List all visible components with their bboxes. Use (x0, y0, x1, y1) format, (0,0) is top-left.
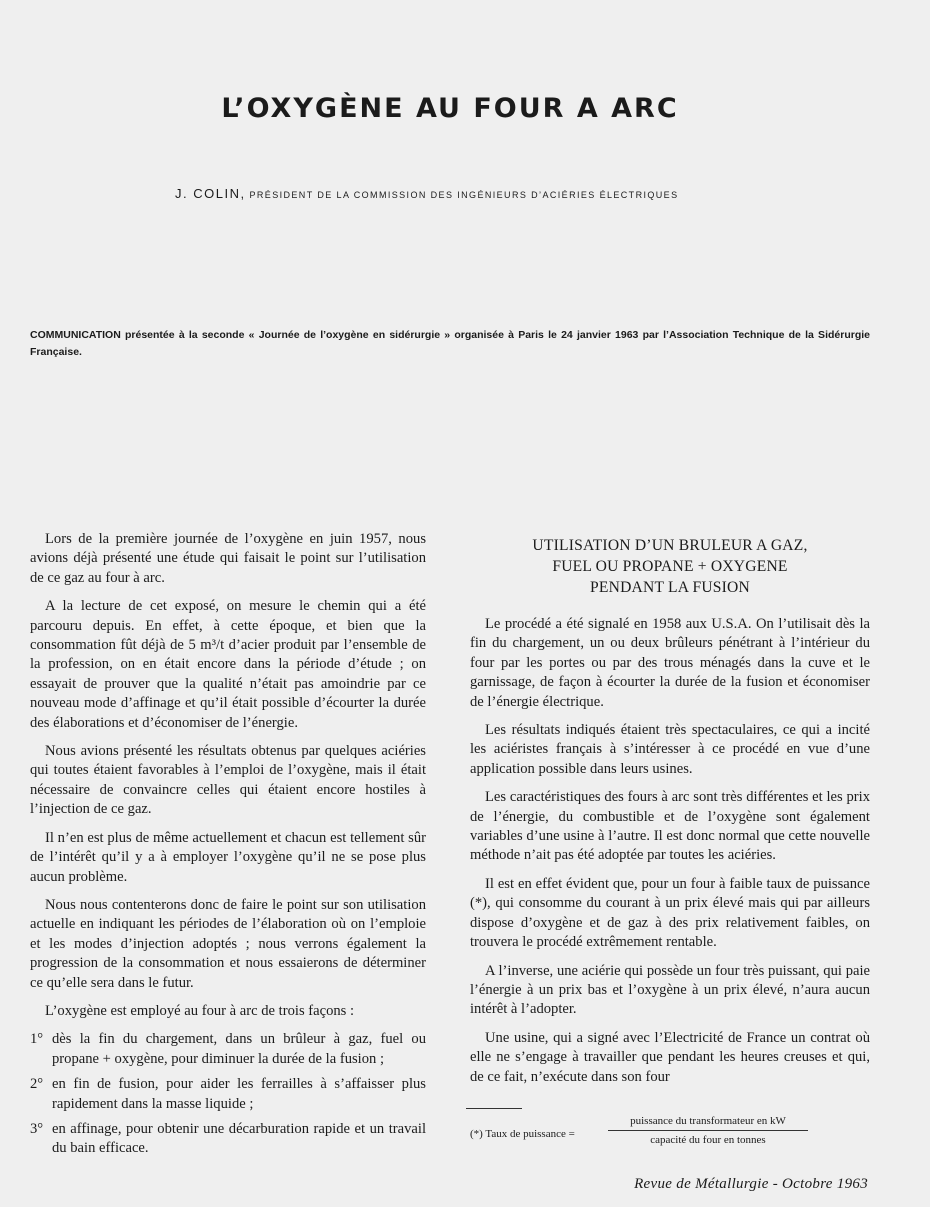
paragraph: Les caractéristiques des fours à arc sont très différentes et les prix de l’énergie, du combustible et de l’oxygène sont également variables d’une usine à l’autre. Il est donc normal que cette nouvelle méthode n’ait pas été adoptée par toutes les aciéries. (470, 789, 870, 864)
author-name: J. COLIN, (175, 186, 246, 201)
paragraph: Les résultats indiqués étaient très spectaculaires, ce qui a incité les aciéristes français à s’intéresser à ce procédé en vue d’une application possible dans leurs usines. (470, 722, 870, 777)
paragraph: A la lecture de cet exposé, on mesure le chemin qui a été parcouru depuis. En effet, à cette époque, et bien que la consommation fût déjà de 5 m³/t d’acier produit par l’ensemble de la profession, on en était encore dans la période d’étude ; on essayait de prouver que la qualité n’était pas amoindrie par ce nouveau mode d’affinage et qu’il était possible d’écourter la durée des élaborations et d’économiser de l’énergie. (30, 598, 426, 731)
list-item (30, 1030, 426, 1069)
author-role: PRÉSIDENT DE LA COMMISSION DES INGÉNIEURS D’ACIÉRIES ÉLECTRIQUES (249, 190, 679, 200)
heading-line: FUEL OU PROPANE + OXYGENE (552, 558, 788, 575)
list-number: 2° (30, 1076, 44, 1093)
article-title: L’OXYGÈNE AU FOUR A ARC (221, 93, 679, 124)
section-heading (470, 535, 870, 598)
paragraph: A l’inverse, une aciérie qui possède un four très puissant, qui paie l’énergie à un prix bas et l’oxygène à un prix élevé, n’aura aucun intérêt à l’adopter. (470, 962, 870, 1018)
footnote-label: (*) Taux de puissance = (470, 1128, 575, 1140)
paragraph: Le procédé a été signalé en 1958 aux U.S.A. On l’utilisait dès la fin du chargement, un ou deux brûleurs pénétrant à l’intérieur du four par les portes ou par des trous ménagés dans la cuve et le garnissage, de façon à écourter la durée de la fusion et économiser de l’énergie électrique. (470, 616, 870, 710)
paragraph: Il est en effet évident que, pour un four à faible taux de puissance (*), qui consomme du courant à un prix élevé mais qui par ailleurs dispose d’oxygène et de gaz à des prix relativement faibles, on trouvera le procédé extrêmement rentable. (470, 875, 870, 951)
footnote-fraction (608, 1115, 808, 1146)
paragraph: Lors de la première journée de l’oxygène en juin 1957, nous avions déjà présenté une étude qui faisait le point sur l’utilisation de ce gaz au four à arc. (30, 531, 426, 586)
paragraph: Une usine, qui a signé avec l’Electricité de France un contrat où elle ne s’engage à travailler que pendant les heures creuses et qui, de ce fait, n’exécute dans son four (470, 1029, 870, 1085)
journal-footer: Revue de Métallurgie - Octobre 1963 (634, 1176, 868, 1192)
list-number: 3° (30, 1120, 44, 1137)
list-text: en affinage, pour obtenir une décarburation rapide et un travail du bain efficace. (52, 1120, 426, 1157)
footnote (470, 1115, 870, 1157)
footnote-divider (466, 1108, 522, 1109)
list-text: dès la fin du chargement, dans un brûleur à gaz, fuel ou propane + oxygène, pour diminuer la durée de la fusion ; (52, 1031, 426, 1067)
list-text: en fin de fusion, pour aider les ferrailles à s’affaisser plus rapidement dans la masse liquide ; (52, 1076, 426, 1112)
heading-line: UTILISATION D’UN BRULEUR A GAZ, (532, 537, 808, 554)
paragraph: L’oxygène est employé au four à arc de trois façons : (45, 1002, 355, 1019)
list-item (30, 1075, 426, 1114)
communication-note: COMMUNICATION présentée à la seconde « Journée de l’oxygène en sidérurgie » organisée à Paris le 24 janvier 1963 par l’Association Technique de la Sidérurgie Française. (30, 329, 870, 358)
paragraph: Nous avions présenté les résultats obtenus par quelques aciéries qui toutes étaient favorables à l’emploi de l’oxygène, mais il était nécessaire de convaincre celles qui étaient encore hostiles à l’injection de ce gaz. (30, 743, 426, 818)
left-column (30, 530, 426, 1165)
paragraph: Nous nous contenterons donc de faire le point sur son utilisation actuelle en indiquant les périodes de l’élaboration où on l’emploie et les modes d’injection adoptés ; nous verrons également la progression de la consommation et nous essaierons de déterminer ce qu’elle sera dans le futur. (30, 896, 426, 991)
usage-list (30, 1030, 426, 1158)
fraction-numerator: puissance du transformateur en kW (608, 1115, 808, 1131)
list-item (30, 1120, 426, 1159)
author-line (175, 186, 679, 201)
list-number: 1° (30, 1031, 44, 1048)
right-column (470, 535, 870, 1096)
paragraph: Il n’en est plus de même actuellement et chacun est tellement sûr de l’intérêt qu’il y a à employer l’oxygène qu’il ne se pose plus aucun problème. (30, 829, 426, 885)
heading-line: PENDANT LA FUSION (590, 579, 750, 596)
fraction-denominator: capacité du four en tonnes (650, 1134, 766, 1146)
